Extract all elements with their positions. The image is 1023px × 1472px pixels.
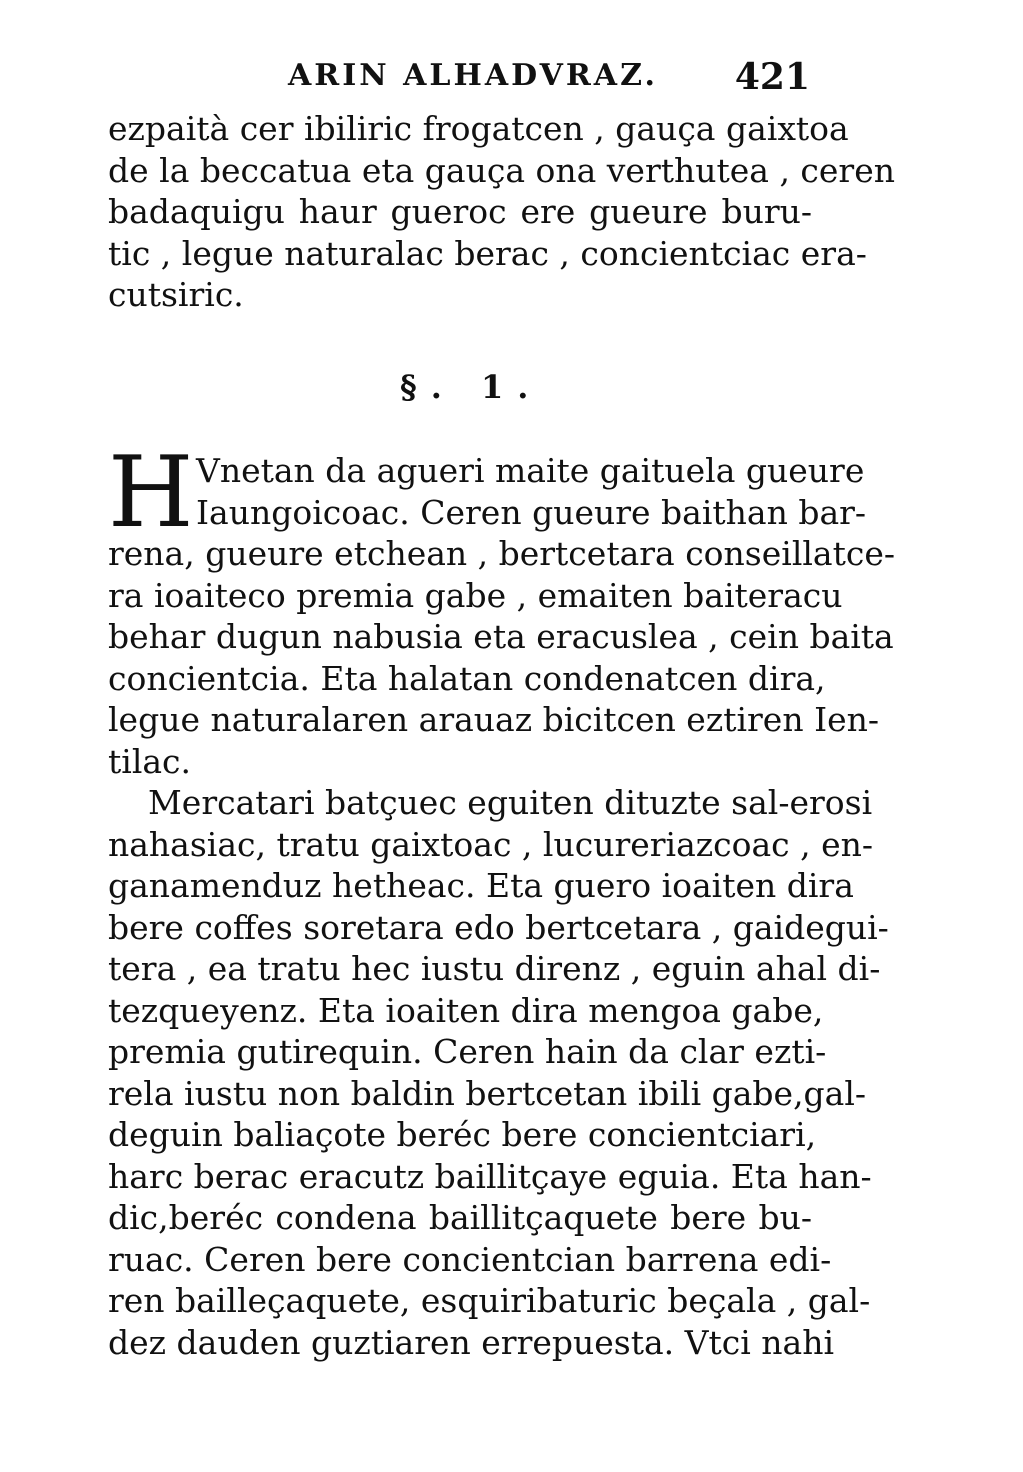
text-line: ezpaità cer ibiliric frogatcen , gauça gaixtoa xyxy=(108,109,849,148)
text-line: bere coffes soretara edo bertcetara , gaidegui- xyxy=(108,907,889,947)
text-line: ren bailleçaquete, esquiribaturic beçala , gal- xyxy=(108,1281,871,1320)
text-line: tera , ea tratu hec iustu direnz , eguin ahal di- xyxy=(108,949,881,988)
paragraph-2 xyxy=(108,782,889,1363)
text-line: rela iustu non baldin bertcetan ibili gabe,gal- xyxy=(108,1073,867,1113)
text-line: legue naturalaren arauaz bicitcen eztiren Ien- xyxy=(108,700,880,739)
running-head xyxy=(110,58,810,98)
text-line: ganamenduz hetheac. Eta guero ioaiten dira xyxy=(108,866,854,905)
text-line: ruac. Ceren bere concientcian barrena edi- xyxy=(108,1239,832,1279)
text-line: concientcia. Eta halatan condenatcen dira, xyxy=(108,658,826,698)
text-line: deguin baliaçote beréc bere concientciari, xyxy=(108,1115,817,1154)
text-line: dez dauden guztiaren errepuesta. Vtci nahi xyxy=(108,1322,834,1362)
text-line: cutsiric. xyxy=(108,275,244,314)
text-line: tic , legue naturalac berac , concientciac era- xyxy=(108,233,867,273)
text-line: dic,beréc condena baillitçaquete bere bu- xyxy=(108,1198,812,1237)
text-line: behar dugun nabusia eta eracuslea , cein baita xyxy=(108,617,894,656)
text-line: Iaungoicoac. Ceren gueure baithan bar- xyxy=(196,492,867,532)
text-line: Vnetan da agueri maite gaituela gueure xyxy=(196,451,865,490)
text-line: badaquigu haur gueroc ere gueure buru- xyxy=(108,192,812,231)
text-line: tezqueyenz. Eta ioaiten dira mengoa gabe, xyxy=(108,990,824,1030)
text-line: tilac. xyxy=(108,741,192,781)
intro-paragraph xyxy=(108,108,895,316)
text-line: rena, gueure etchean , bertcetara conseillatce- xyxy=(108,534,896,573)
text-line: ra ioaiteco premia gabe , emaiten baiteracu xyxy=(108,575,843,615)
text-line: de la beccatua eta gauça ona verthutea , ceren xyxy=(108,150,895,190)
paragraph-1 xyxy=(108,436,896,782)
page-number: 421 xyxy=(734,56,810,98)
text-line: premia gutirequin. Ceren hain da clar ezti- xyxy=(108,1032,827,1071)
text-line: harc berac eracutz baillitçaye eguia. Eta han- xyxy=(108,1156,872,1196)
text-line: Mercatari batçuec eguiten dituzte sal-erosi xyxy=(148,783,873,822)
section-mark: §. 1. xyxy=(400,368,543,406)
drop-cap: H xyxy=(108,436,194,550)
running-title: ARIN ALHADVRAZ. xyxy=(288,58,658,93)
text-line: nahasiac, tratu gaixtoac , lucureriazcoac , en- xyxy=(108,824,874,864)
